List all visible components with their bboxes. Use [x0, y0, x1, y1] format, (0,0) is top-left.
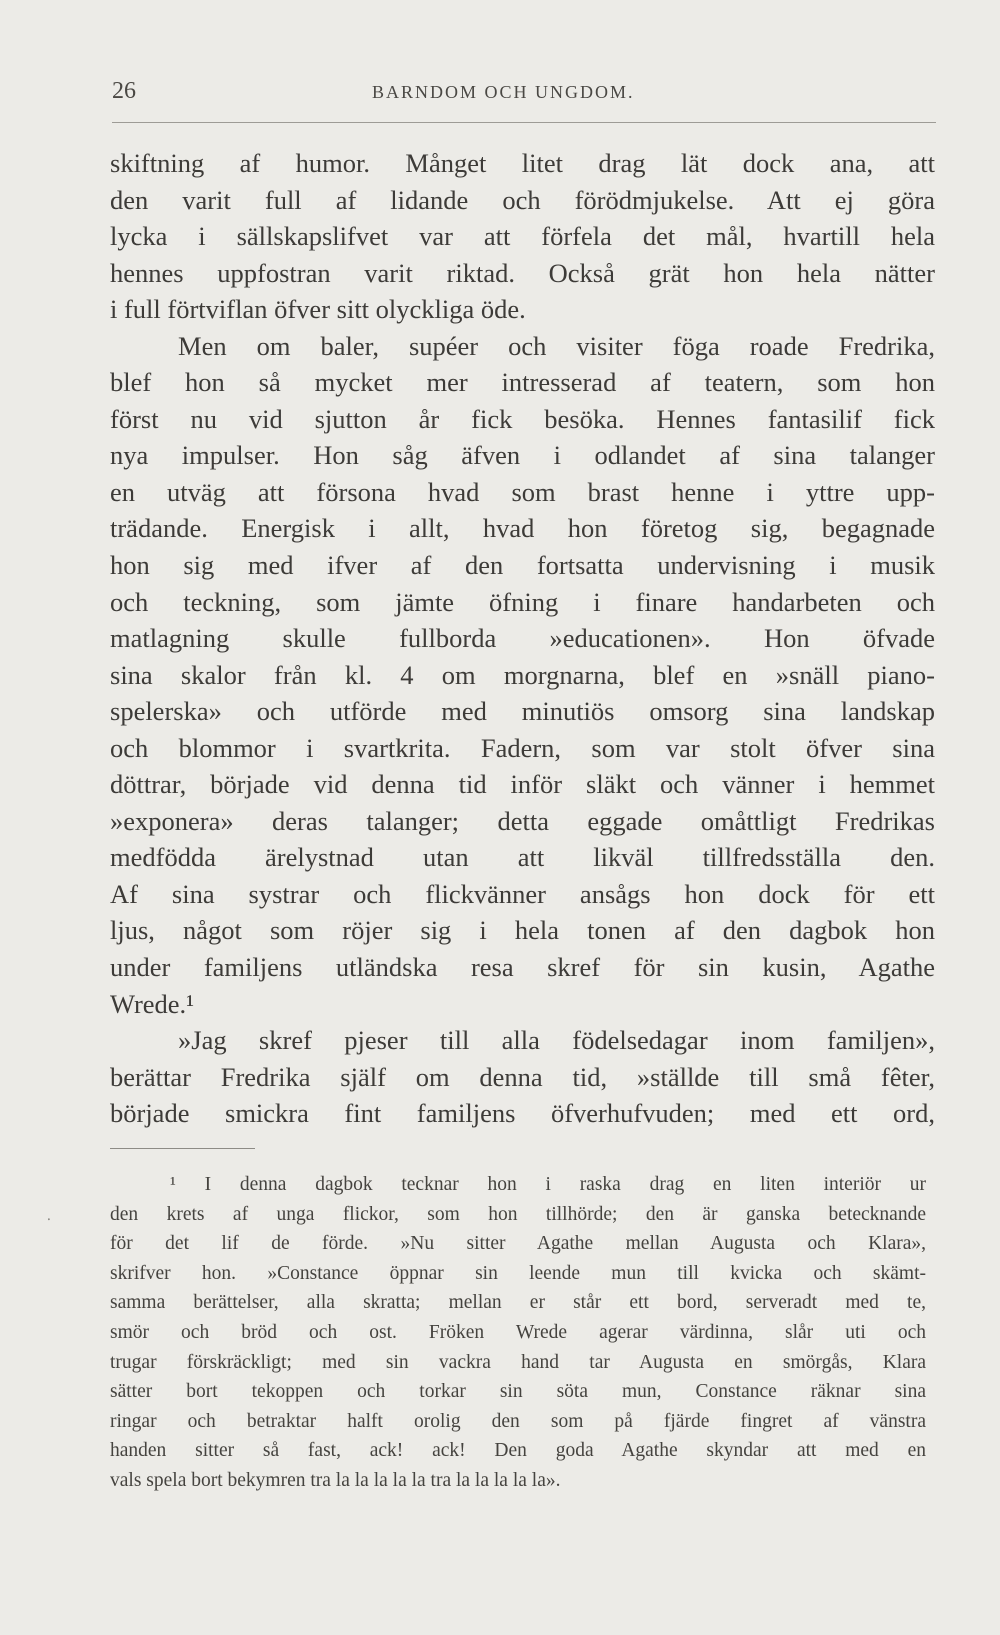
text-line: blef hon så mycket mer intresserad af teatern, som hon: [110, 367, 935, 398]
text-line: Men om baler, supéer och visiter föga roade Fredrika,: [178, 330, 935, 361]
footnote-line: samma berättelser, alla skratta; mellan er står ett bord, serveradt med te,: [110, 1292, 926, 1314]
page-header: [112, 70, 932, 110]
text-line: trädande. Energisk i allt, hvad hon företog sig, begagnade: [110, 513, 935, 544]
footnote-line: skrifver hon. »Constance öppnar sin leende mun till kvicka och skämt-: [110, 1262, 926, 1284]
footnote-line: för det lif de förde. »Nu sitter Agathe mellan Augusta och Klara»,: [110, 1233, 926, 1255]
text-line: berättar Fredrika själf om denna tid, »ställde till små fêter,: [110, 1061, 935, 1092]
text-line: ljus, något som röjer sig i hela tonen af den dagbok hon: [110, 915, 935, 946]
text-line: en utväg att försona hvad som brast henne i yttre upp-: [110, 476, 935, 507]
text-line: sina skalor från kl. 4 om morgnarna, blef en »snäll piano-: [110, 659, 935, 690]
text-line: under familjens utländska resa skref för sin kusin, Agathe: [110, 952, 935, 983]
text-line: och teckning, som jämte öfning i finare handarbeten och: [110, 586, 935, 617]
text-line: lycka i sällskapslifvet var att förfela det mål, hvartill hela: [110, 221, 935, 252]
text-line: började smickra fint familjens öfverhufvuden; med ett ord,: [110, 1098, 935, 1129]
text-line: »exponera» deras talanger; detta eggade omåttligt Fredrikas: [110, 805, 935, 836]
text-line: hon sig med ifver af den fortsatta undervisning i musik: [110, 550, 935, 581]
text-line: skiftning af humor. Månget litet drag lät dock ana, att: [110, 148, 935, 178]
text-line: nya impulser. Hon såg äfven i odlandet af sina talanger: [110, 440, 935, 471]
body-text: [110, 145, 935, 1132]
text-line: i full förtviflan öfver sitt olyckliga öde.: [110, 294, 526, 325]
text-line: spelerska» och utförde med minutiös omsorg sina landskap: [110, 696, 935, 727]
footnote-rule: [110, 1148, 255, 1149]
footnote-line: smör och bröd och ost. Fröken Wrede agerar värdinna, slår uti och: [110, 1321, 926, 1343]
footnote-line: ringar och betraktar halft orolig den som på fjärde fingret af vänstra: [110, 1410, 926, 1432]
text-line: medfödda ärelystnad utan att likväl tillfredsställa den.: [110, 842, 935, 873]
text-line: matlagning skulle fullborda »educationen». Hon öfvade: [110, 623, 935, 654]
text-line: »Jag skref pjeser till alla födelsedagar inom familjen»,: [178, 1025, 935, 1056]
text-line: Wrede.¹: [110, 988, 195, 1019]
text-line: först nu vid sjutton år fick besöka. Hennes fantasilif fick: [110, 403, 935, 434]
footnote-line: den krets af unga flickor, som hon tillhörde; den är ganska betecknande: [110, 1203, 926, 1225]
text-line: hennes uppfostran varit riktad. Också grät hon hela nätter: [110, 257, 935, 288]
header-rule: [112, 122, 936, 123]
footnote-line: sätter bort tekoppen och torkar sin söta mun, Constance räknar sina: [110, 1381, 926, 1403]
footnote-line: handen sitter så fast, ack! ack! Den goda Agathe skyndar att med en: [110, 1440, 926, 1462]
footnote-line: ¹ I denna dagbok tecknar hon i raska drag en liten interiör ur: [170, 1174, 926, 1195]
running-title: BARNDOM OCH UNGDOM.: [372, 82, 635, 102]
text-line: den varit full af lidande och förödmjukelse. Att ej göra: [110, 184, 935, 215]
footnote-line: vals spela bort bekymren tra la la la la la tra la la la la la».: [110, 1469, 561, 1491]
text-line: döttrar, började vid denna tid inför släkt och vänner i hemmet: [110, 769, 935, 800]
margin-speck: ⸱: [47, 1212, 51, 1228]
page-number: 26: [112, 78, 136, 104]
footnote: [110, 1170, 926, 1496]
footnote-line: trugar förskräckligt; med sin vackra hand tar Augusta en smörgås, Klara: [110, 1351, 926, 1373]
text-line: och blommor i svartkrita. Fadern, som var stolt öfver sina: [110, 732, 935, 763]
text-line: Af sina systrar och flickvänner ansågs hon dock för ett: [110, 878, 935, 909]
